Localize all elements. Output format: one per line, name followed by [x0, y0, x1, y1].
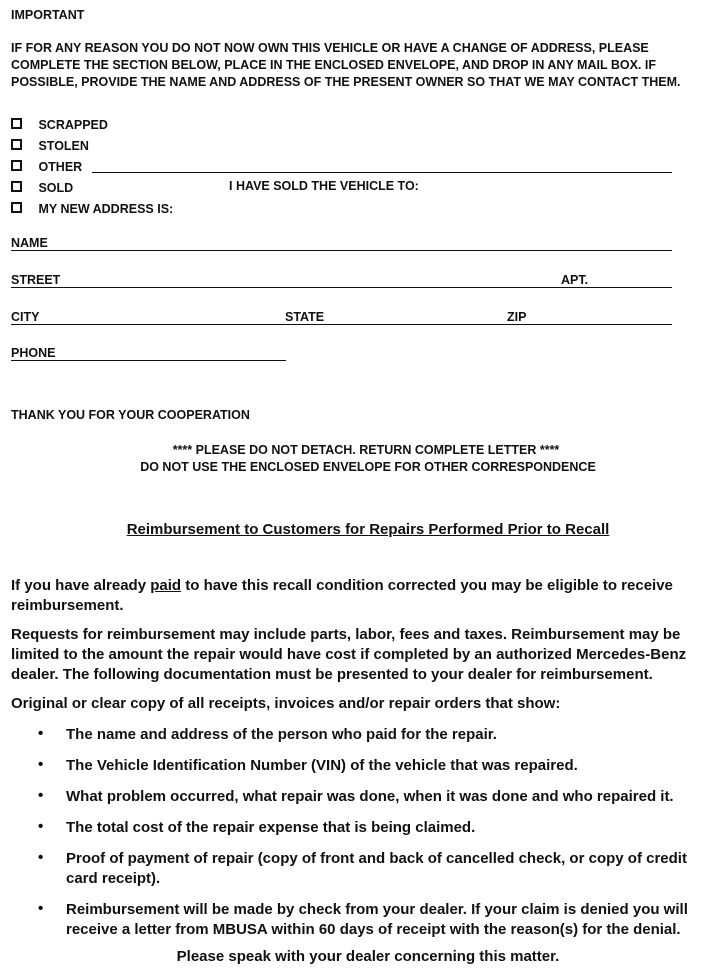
p1-paid: paid — [150, 577, 182, 594]
notice-instructions: IF FOR ANY REASON YOU DO NOT NOW OWN THIS VEHICLE OR HAVE A CHANGE OF ADDRESS, PLEASE COMPLETE THE SECTION BELOW, PLACE IN THE ENCLOSED ENVELOPE, AND DROP IN ANY MAIL BOX. IF POSSIBLE, PROVIDE THE NAME AND ADDRESS OF THE PRESENT OWNER SO THAT WE MAY CONTACT THEM. — [11, 41, 681, 89]
option-sold[interactable] — [11, 179, 73, 197]
name-line[interactable] — [11, 250, 672, 251]
envelope-note: DO NOT USE THE ENCLOSED ENVELOPE FOR OTHER CORRESPONDENCE — [140, 460, 596, 474]
list-item: What problem occurred, what repair was done, when it was done and who repaired it. — [66, 788, 674, 805]
state-label: STATE — [285, 310, 325, 324]
footer-note: Please speak with your dealer concerning this matter. — [176, 948, 560, 965]
list-item: Proof of payment of repair (copy of front and back of cancelled check, or copy of credit card receipt). — [66, 850, 687, 887]
option-stolen-label: STOLEN — [38, 139, 89, 153]
checkbox-scrapped[interactable] — [11, 118, 22, 129]
option-sold-label: SOLD — [38, 181, 74, 195]
bullet-icon: • — [38, 787, 44, 804]
name-label: NAME — [11, 236, 48, 250]
checkbox-stolen[interactable] — [11, 139, 22, 150]
option-other-label: OTHER — [38, 160, 83, 174]
list-item: The Vehicle Identification Number (VIN) of the vehicle that was repaired. — [66, 757, 578, 774]
reimbursement-paragraph-1 — [11, 576, 711, 616]
p1-before: If you have already — [11, 577, 151, 594]
bullet-icon: • — [38, 756, 44, 773]
city-line[interactable] — [11, 324, 672, 325]
option-new-address[interactable] — [11, 200, 173, 218]
option-new-address-label: MY NEW ADDRESS IS: — [38, 202, 174, 216]
zip-label: ZIP — [507, 310, 527, 324]
list-item: The name and address of the person who paid for the repair. — [66, 726, 497, 743]
thanks-text: THANK YOU FOR YOUR COOPERATION — [11, 408, 250, 422]
other-line[interactable] — [92, 172, 672, 173]
checkbox-other[interactable] — [11, 160, 22, 171]
phone-label: PHONE — [11, 346, 56, 360]
checkbox-new-address[interactable] — [11, 202, 22, 213]
phone-line[interactable] — [11, 360, 286, 361]
bullet-icon: • — [38, 849, 44, 866]
option-stolen[interactable] — [11, 137, 89, 155]
option-other[interactable] — [11, 158, 82, 176]
p1-after: to have this recall condition corrected you may be eligible to receive reimbursement. — [11, 577, 673, 614]
reimbursement-heading: Reimbursement to Customers for Repairs Performed Prior to Recall — [126, 521, 610, 538]
street-label: STREET — [11, 273, 61, 287]
option-scrapped[interactable] — [11, 116, 108, 134]
street-line[interactable] — [11, 287, 672, 288]
apt-label: APT. — [561, 273, 589, 287]
reimbursement-paragraph-3: Original or clear copy of all receipts, invoices and/or repair orders that show: — [11, 695, 561, 712]
checkbox-sold[interactable] — [11, 181, 22, 192]
list-item: The total cost of the repair expense that is being claimed. — [66, 819, 476, 836]
list-item: Reimbursement will be made by check from your dealer. If your claim is denied you will receive a letter from MBUSA within 60 days of receipt with the reason(s) for the denial. — [66, 901, 688, 938]
do-not-detach-note: **** PLEASE DO NOT DETACH. RETURN COMPLETE LETTER **** — [172, 443, 560, 457]
bullet-icon: • — [38, 725, 44, 742]
bullet-icon: • — [38, 900, 44, 917]
reimbursement-paragraph-2: Requests for reimbursement may include parts, labor, fees and taxes. Reimbursement may be limited to the amount the repair would have cost if completed by an authorized Mercedes-Benz dealer. The following documentation must be presented to your dealer for reimbursement. — [11, 626, 687, 683]
city-label: CITY — [11, 310, 40, 324]
option-scrapped-label: SCRAPPED — [38, 118, 108, 132]
sold-to-label: I HAVE SOLD THE VEHICLE TO: — [229, 179, 419, 193]
important-heading: IMPORTANT — [11, 8, 85, 22]
bullet-icon: • — [38, 818, 44, 835]
